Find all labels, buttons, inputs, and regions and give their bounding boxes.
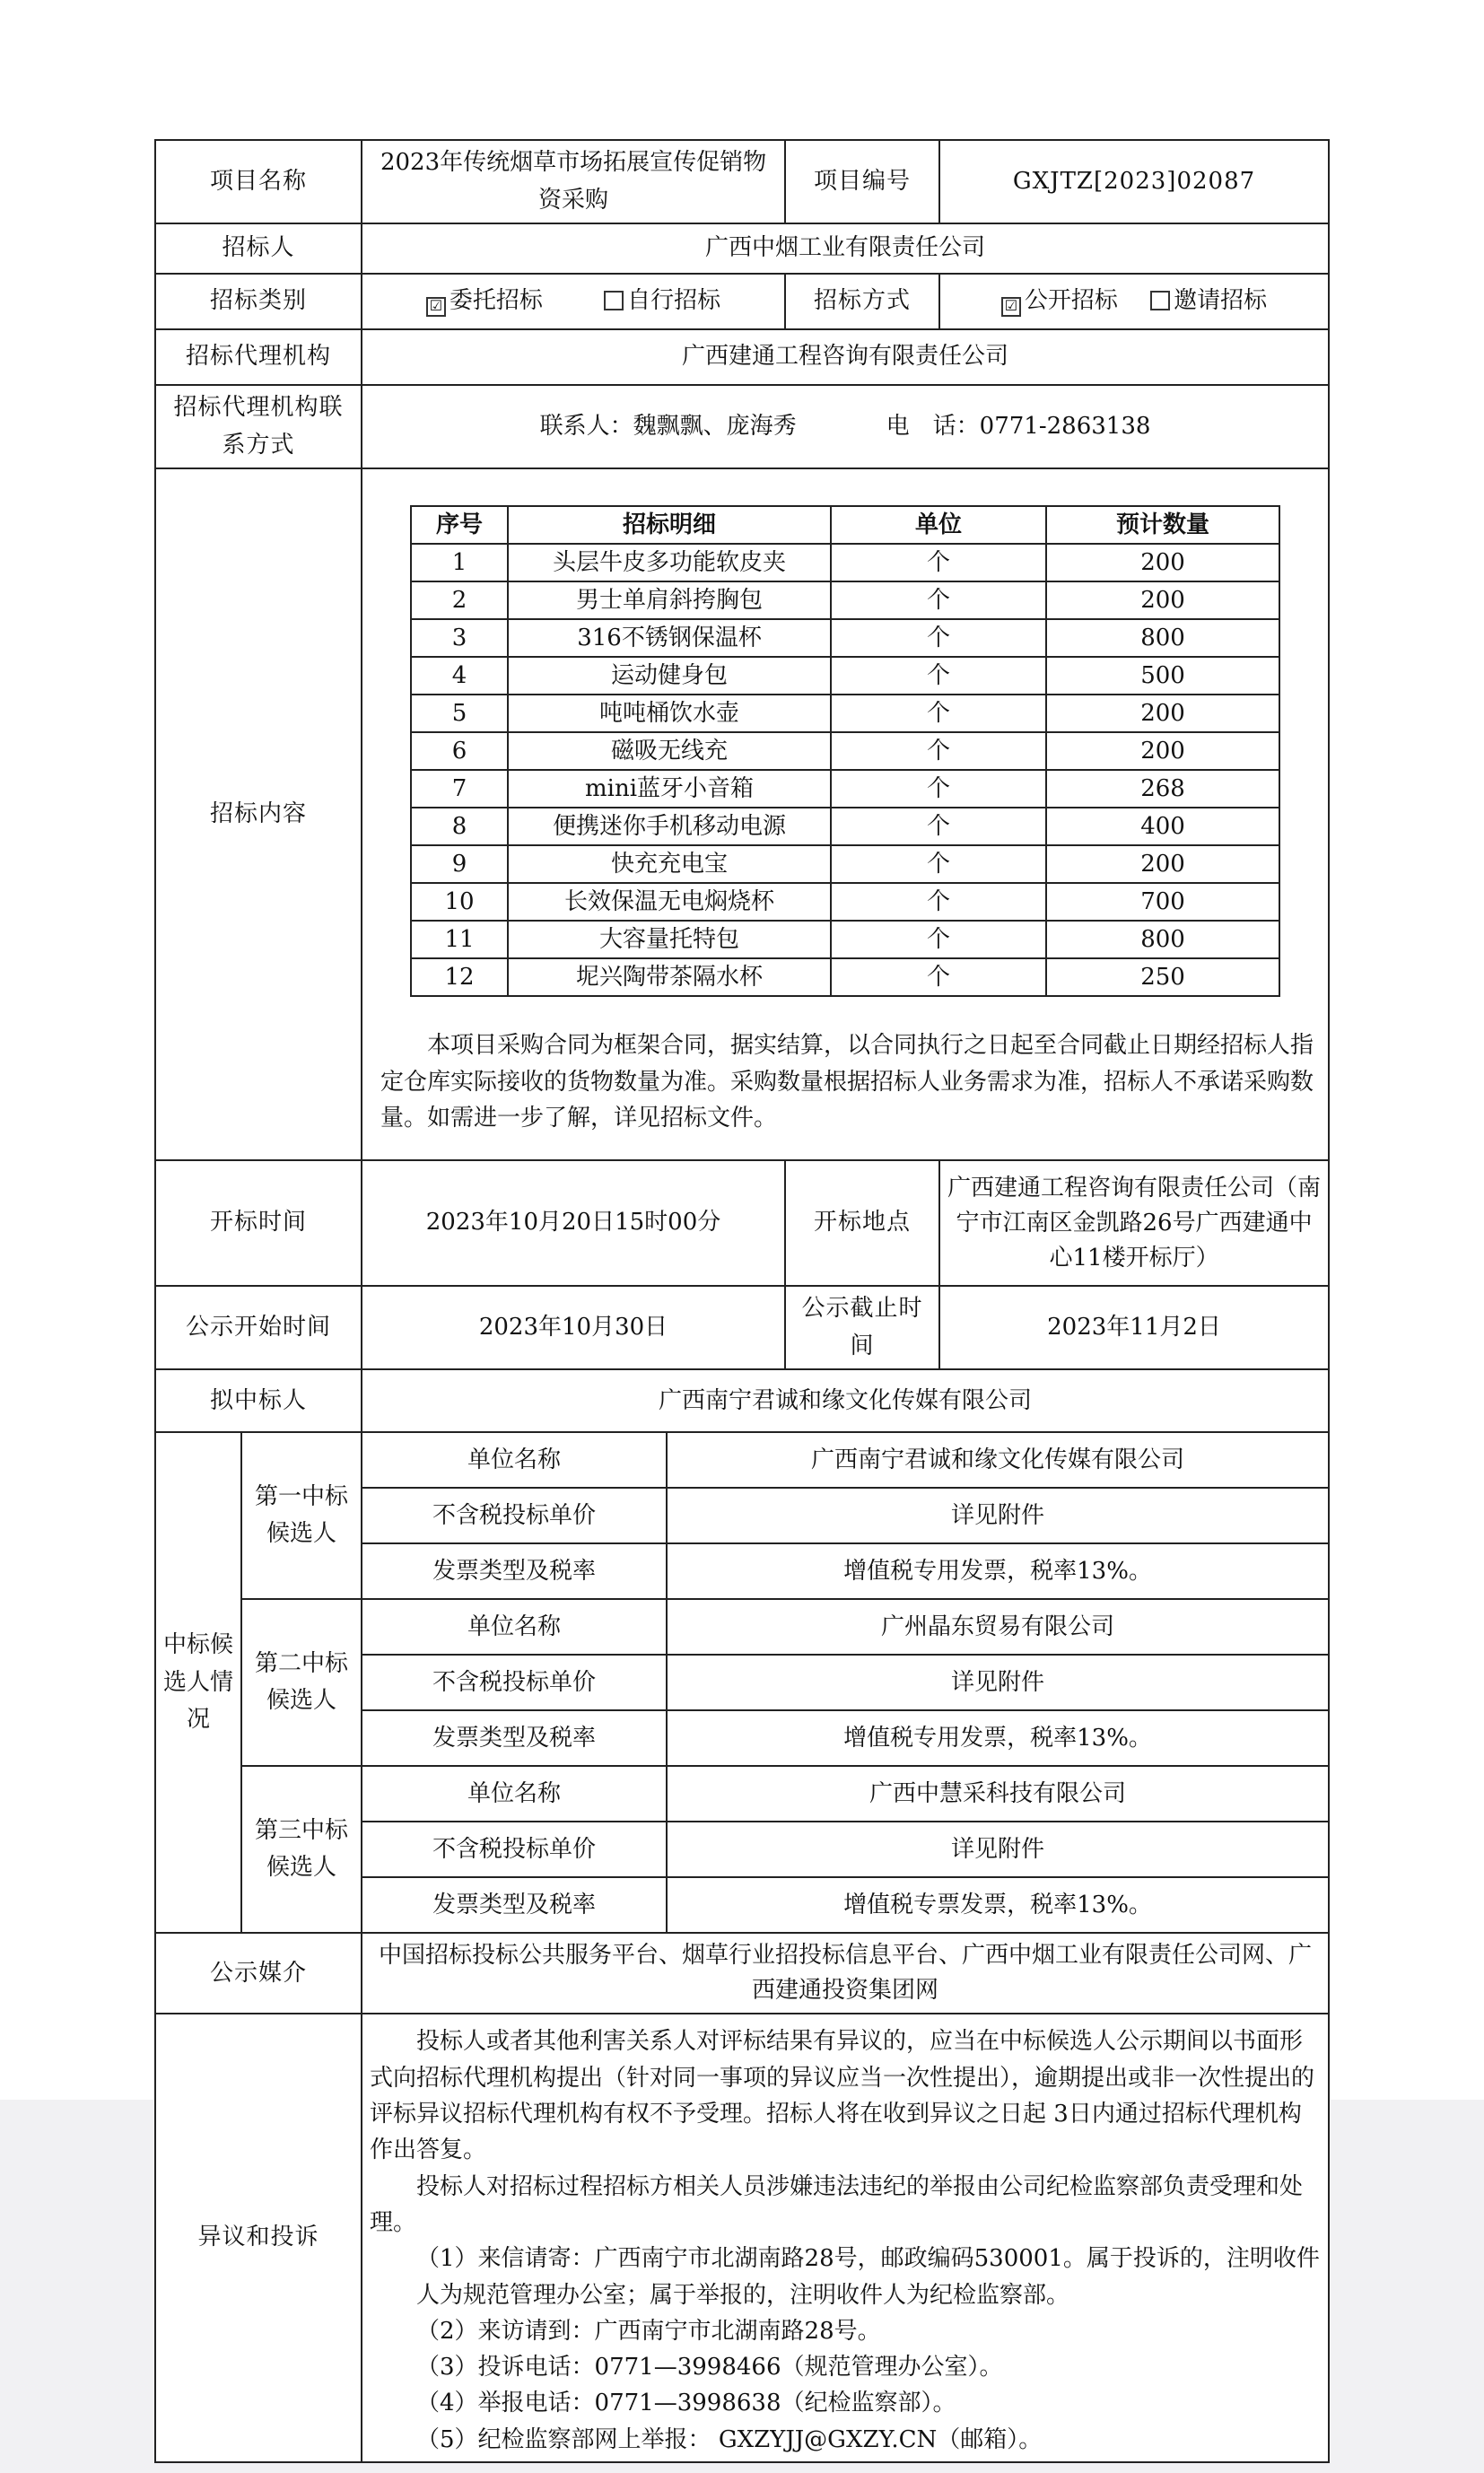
opening-place-value: 广西建通工程咨询有限责任公司（南宁市江南区金凯路26号广西建通中心11楼开标厅） xyxy=(939,1160,1329,1286)
tender-method-label: 招标方式 xyxy=(785,274,939,329)
candidate-2-name: 广州晶东贸易有限公司 xyxy=(667,1599,1329,1655)
candidate-2-invoice-label: 发票类型及税率 xyxy=(362,1710,667,1766)
item-detail: 长效保温无电焖烧杯 xyxy=(508,883,831,921)
items-header-unit: 单位 xyxy=(831,506,1046,544)
tender-method-options xyxy=(939,274,1329,329)
agency-label: 招标代理机构 xyxy=(155,329,362,385)
item-no: 2 xyxy=(411,581,508,619)
item-qty: 800 xyxy=(1046,619,1279,657)
objection-para-2: 投标人对招标过程招标方相关人员涉嫌违法违纪的举报由公司纪检监察部负责受理和处理。 xyxy=(370,2172,1304,2236)
item-unit: 个 xyxy=(831,845,1046,883)
items-row xyxy=(411,808,1279,845)
candidate-2-name-label: 单位名称 xyxy=(362,1599,667,1655)
objection-label: 异议和投诉 xyxy=(155,2014,362,2462)
content-cell xyxy=(362,468,1329,1160)
objection-para-7: （5）纪检监察部网上举报： GXZYJJ@GXZY.CN（邮箱）。 xyxy=(416,2425,1043,2453)
item-detail: 快充充电宝 xyxy=(508,845,831,883)
candidate-3-price: 详见附件 xyxy=(667,1822,1329,1877)
item-unit: 个 xyxy=(831,695,1046,732)
item-no: 11 xyxy=(411,921,508,958)
items-header-no: 序号 xyxy=(411,506,508,544)
row-objection xyxy=(155,2014,1329,2462)
candidate-2-rank: 第二中标候选人 xyxy=(241,1599,362,1766)
item-no: 4 xyxy=(411,657,508,695)
tender-type-label: 招标类别 xyxy=(155,274,362,329)
item-qty: 800 xyxy=(1046,921,1279,958)
option-self[interactable]: 自行招标 xyxy=(604,287,720,314)
item-unit: 个 xyxy=(831,657,1046,695)
candidate-2-invoice: 增值税专用发票，税率13%。 xyxy=(667,1710,1329,1766)
media-label: 公示媒介 xyxy=(155,1933,362,2014)
item-qty: 700 xyxy=(1046,883,1279,921)
media-value: 中国招标投标公共服务平台、烟草行业招投标信息平台、广西中烟工业有限责任公司网、广西建通投资集团网 xyxy=(362,1933,1329,2014)
publicity-start-label: 公示开始时间 xyxy=(155,1286,362,1369)
candidate-2-name-row xyxy=(155,1599,1329,1655)
item-detail: 吨吨桶饮水壶 xyxy=(508,695,831,732)
candidate-3-price-label: 不含税投标单价 xyxy=(362,1822,667,1877)
item-no: 1 xyxy=(411,544,508,581)
option-entrusted[interactable]: ☑ 委托招标 xyxy=(426,287,543,314)
tenderee-label: 招标人 xyxy=(155,223,362,274)
item-detail: 磁吸无线充 xyxy=(508,732,831,770)
row-opening xyxy=(155,1160,1329,1286)
item-qty: 268 xyxy=(1046,770,1279,808)
item-detail: 大容量托特包 xyxy=(508,921,831,958)
row-tenderee xyxy=(155,223,1329,274)
agency-contact-value xyxy=(362,385,1329,468)
row-media xyxy=(155,1933,1329,2014)
item-unit: 个 xyxy=(831,958,1046,996)
agency-contact-label: 招标代理机构联系方式 xyxy=(155,385,362,468)
content-label: 招标内容 xyxy=(155,468,362,1160)
items-header-row xyxy=(411,506,1279,544)
candidate-1-price: 详见附件 xyxy=(667,1488,1329,1543)
candidate-2-price: 详见附件 xyxy=(667,1655,1329,1710)
project-name-label: 项目名称 xyxy=(155,140,362,223)
item-no: 10 xyxy=(411,883,508,921)
candidate-3-name-label: 单位名称 xyxy=(362,1766,667,1822)
row-content xyxy=(155,468,1329,1160)
item-no: 8 xyxy=(411,808,508,845)
contact-person: 联系人：魏飘飘、庞海秀 xyxy=(539,412,797,440)
candidate-2-price-label: 不含税投标单价 xyxy=(362,1655,667,1710)
objection-para-6: （4）举报电话：0771—3998638（纪检监察部）。 xyxy=(416,2390,956,2417)
candidate-1-price-label: 不含税投标单价 xyxy=(362,1488,667,1543)
checkbox-invited[interactable] xyxy=(1150,291,1170,310)
content-note: 本项目采购合同为框架合同，据实结算，以合同执行之日起至合同截止日期经招标人指定仓库实际接收的货物数量为准。采购数量根据招标人业务需求为准，招标人不承诺采购数量。如需进一步了解，详见招标文件。 xyxy=(380,1032,1314,1132)
candidate-1-invoice-label: 发票类型及税率 xyxy=(362,1543,667,1599)
tenderee-value: 广西中烟工业有限责任公司 xyxy=(362,223,1329,274)
items-row xyxy=(411,958,1279,996)
item-qty: 500 xyxy=(1046,657,1279,695)
candidate-3-invoice: 增值税专票发票，税率13%。 xyxy=(667,1877,1329,1933)
contact-phone: 电 话：0771-2863138 xyxy=(886,412,1151,440)
item-unit: 个 xyxy=(831,619,1046,657)
item-detail: 运动健身包 xyxy=(508,657,831,695)
item-qty: 200 xyxy=(1046,695,1279,732)
option-invited[interactable]: 邀请招标 xyxy=(1150,287,1267,314)
checkbox-public[interactable]: ☑ xyxy=(1001,297,1021,317)
items-row xyxy=(411,544,1279,581)
item-detail: mini蓝牙小音箱 xyxy=(508,770,831,808)
candidate-3-invoice-label: 发票类型及税率 xyxy=(362,1877,667,1933)
items-row xyxy=(411,732,1279,770)
objection-para-1: 投标人或者其他利害关系人对评标结果有异议的，应当在中标候选人公示期间以书面形式向招标代理机构提出（针对同一事项的异议应当一次性提出），逾期提出或非一次性提出的评标异议招标代理机构有权不予受理。招标人将在收到异议之日起 3日内通过招标代理机构作出答复。 xyxy=(370,2028,1315,2164)
tender-type-options xyxy=(362,274,785,329)
objection-para-3: （1）来信请寄：广西南宁市北湖南路28号，邮政编码530001。属于投诉的，注明收件人为规范管理办公室；属于举报的，注明收件人为纪检监察部。 xyxy=(416,2245,1320,2309)
opening-time-label: 开标时间 xyxy=(155,1160,362,1286)
opening-place-label: 开标地点 xyxy=(785,1160,939,1286)
items-row xyxy=(411,770,1279,808)
checkbox-entrusted[interactable]: ☑ xyxy=(426,297,446,317)
items-row xyxy=(411,657,1279,695)
agency-value: 广西建通工程咨询有限责任公司 xyxy=(362,329,1329,385)
item-qty: 200 xyxy=(1046,845,1279,883)
item-no: 7 xyxy=(411,770,508,808)
item-qty: 200 xyxy=(1046,581,1279,619)
bid-result-table xyxy=(154,139,1330,2463)
item-unit: 个 xyxy=(831,732,1046,770)
item-detail: 头层牛皮多功能软皮夹 xyxy=(508,544,831,581)
bid-result-sheet xyxy=(154,139,1328,2463)
item-no: 3 xyxy=(411,619,508,657)
candidate-3-name: 广西中慧采科技有限公司 xyxy=(667,1766,1329,1822)
project-no-label: 项目编号 xyxy=(785,140,939,223)
objection-body xyxy=(362,2014,1329,2462)
item-unit: 个 xyxy=(831,808,1046,845)
candidate-1-rank: 第一中标候选人 xyxy=(241,1432,362,1599)
row-tender-type xyxy=(155,274,1329,329)
row-publicity xyxy=(155,1286,1329,1369)
item-no: 12 xyxy=(411,958,508,996)
item-qty: 200 xyxy=(1046,732,1279,770)
item-unit: 个 xyxy=(831,883,1046,921)
item-qty: 400 xyxy=(1046,808,1279,845)
candidates-label: 中标候选人情况 xyxy=(155,1432,241,1933)
row-agency-contact xyxy=(155,385,1329,468)
project-name-value: 2023年传统烟草市场拓展宣传促销物资采购 xyxy=(362,140,785,223)
item-no: 6 xyxy=(411,732,508,770)
items-row xyxy=(411,619,1279,657)
objection-para-5: （3）投诉电话：0771—3998466（规范管理办公室）。 xyxy=(416,2354,1003,2381)
items-row xyxy=(411,921,1279,958)
project-no-value: GXJTZ[2023]02087 xyxy=(939,140,1329,223)
items-row xyxy=(411,581,1279,619)
item-detail: 坭兴陶带茶隔水杯 xyxy=(508,958,831,996)
item-detail: 316不锈钢保温杯 xyxy=(508,619,831,657)
candidate-3-name-row xyxy=(155,1766,1329,1822)
items-header-detail: 招标明细 xyxy=(508,506,831,544)
candidate-1-name-label: 单位名称 xyxy=(362,1432,667,1488)
items-row xyxy=(411,695,1279,732)
candidate-1-invoice: 增值税专用发票，税率13%。 xyxy=(667,1543,1329,1599)
item-no: 9 xyxy=(411,845,508,883)
item-qty: 250 xyxy=(1046,958,1279,996)
candidate-1-name-row xyxy=(155,1432,1329,1488)
candidate-3-rank: 第三中标候选人 xyxy=(241,1766,362,1933)
publicity-start-value: 2023年10月30日 xyxy=(362,1286,785,1369)
item-detail: 便携迷你手机移动电源 xyxy=(508,808,831,845)
item-qty: 200 xyxy=(1046,544,1279,581)
item-unit: 个 xyxy=(831,921,1046,958)
items-row xyxy=(411,845,1279,883)
row-project xyxy=(155,140,1329,223)
item-no: 5 xyxy=(411,695,508,732)
item-unit: 个 xyxy=(831,544,1046,581)
items-row xyxy=(411,883,1279,921)
item-unit: 个 xyxy=(831,581,1046,619)
items-body xyxy=(411,544,1279,996)
publicity-end-value: 2023年11月2日 xyxy=(939,1286,1329,1369)
row-agency xyxy=(155,329,1329,385)
checkbox-self[interactable] xyxy=(604,291,624,310)
item-unit: 个 xyxy=(831,770,1046,808)
items-table xyxy=(410,505,1280,997)
publicity-end-label: 公示截止时间 xyxy=(785,1286,939,1369)
option-public[interactable]: ☑ 公开招标 xyxy=(1001,287,1118,314)
winner-label: 拟中标人 xyxy=(155,1369,362,1432)
item-detail: 男士单肩斜挎胸包 xyxy=(508,581,831,619)
objection-para-4: （2）来访请到：广西南宁市北湖南路28号。 xyxy=(416,2317,881,2345)
items-header-qty: 预计数量 xyxy=(1046,506,1279,544)
row-winner xyxy=(155,1369,1329,1432)
winner-value: 广西南宁君诚和缘文化传媒有限公司 xyxy=(362,1369,1329,1432)
opening-time-value: 2023年10月20日15时00分 xyxy=(362,1160,785,1286)
candidate-1-name: 广西南宁君诚和缘文化传媒有限公司 xyxy=(667,1432,1329,1488)
